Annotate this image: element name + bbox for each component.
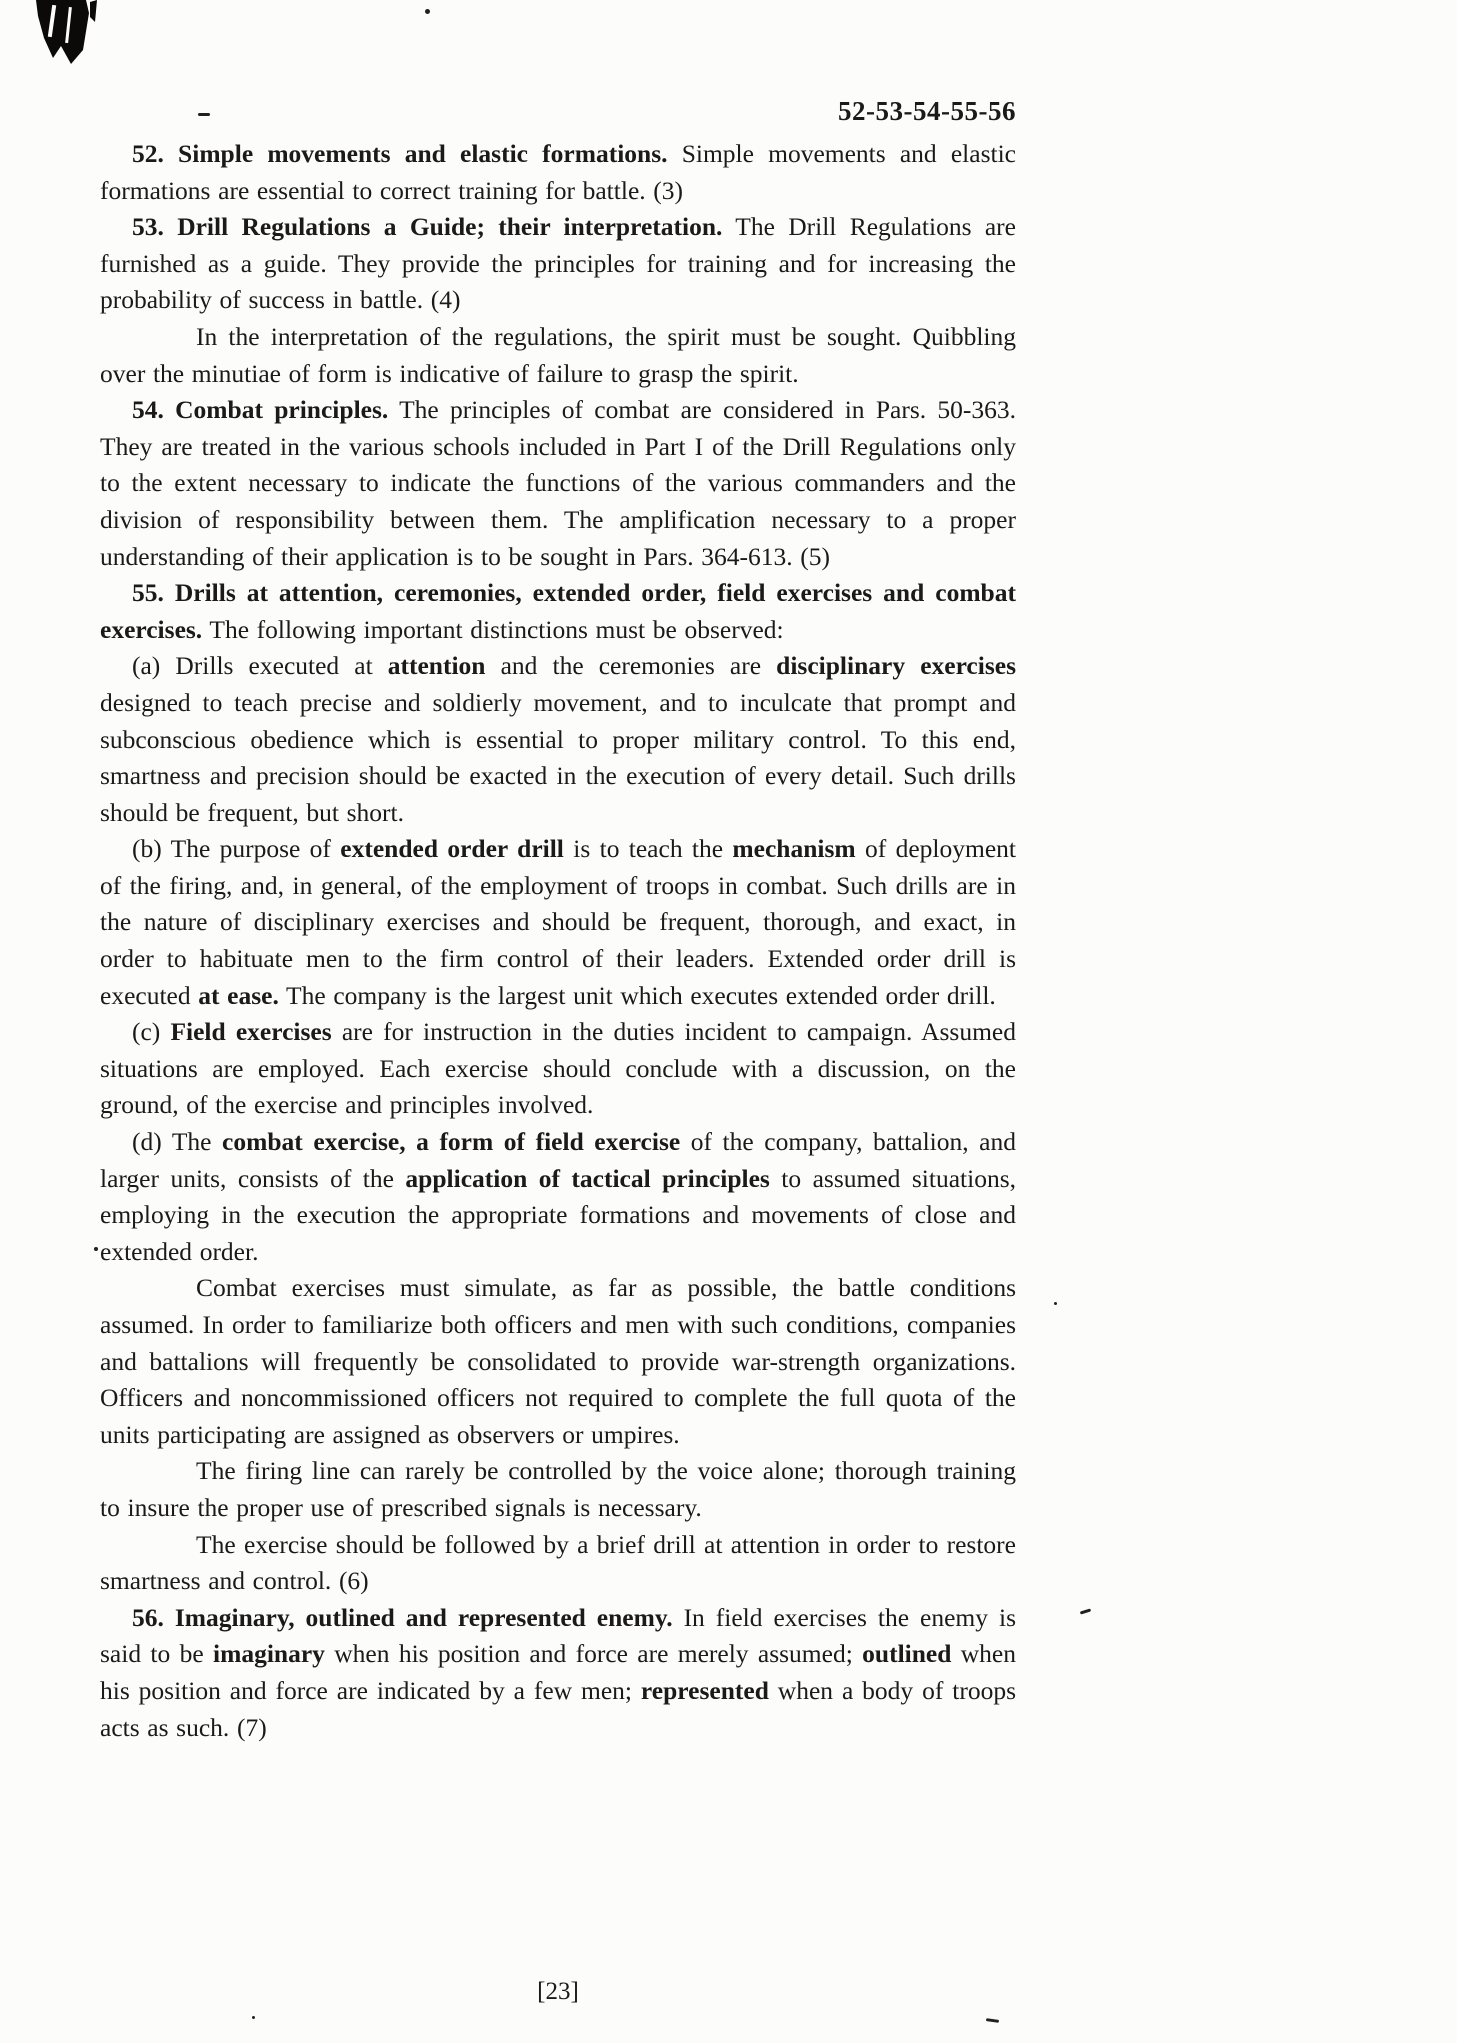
paragraph-55d [100, 1124, 1016, 1270]
scan-speck [252, 2016, 255, 2019]
bold-text-run: mechanism [732, 834, 856, 864]
paragraph-combat-exercises-note [100, 1270, 1016, 1453]
text-run: to assumed situations, employing in the execution the appropriate formations and movements of close and extended order. [100, 1163, 1016, 1266]
text-run: (a) Drills executed at [132, 651, 388, 681]
text-run: (c) [132, 1017, 171, 1047]
scan-speck [425, 9, 430, 14]
bold-text-run: application of tactical principles [405, 1163, 770, 1193]
text-run: The exercise should be followed by a brief drill at attention in order to restore smartness and control. (6) [100, 1529, 1016, 1596]
paragraph-55c [100, 1014, 1016, 1124]
bold-text-run: 54. Combat principles. [132, 395, 389, 425]
text-run: The Drill Regulations are furnished as a guide. They provide the principles for training and for increasing the probability of success in battle. (4) [100, 212, 1016, 315]
text-run: In the interpretation of the regulations, the spirit must be sought. Quibbling over the minutiae of form is indicative of failure to grasp the spirit. [100, 321, 1016, 388]
text-run: The principles of combat are considered in Pars. 50-363. They are treated in the various schools included in Part I of the Drill Regulations only to the extent necessary to indicate the functions of the various commanders and the division of responsibility between them. The amplification necessary to a proper understanding of their application is to be sought in Pars. 364-613. (5) [100, 395, 1016, 571]
bold-text-run: outlined [862, 1639, 952, 1669]
text-run: of the company, battalion, and larger units, consists of the [100, 1127, 1016, 1193]
text-run: (b) The purpose of [132, 834, 341, 864]
text-run: Combat exercises must simulate, as far as possible, the battle conditions assumed. In order to familiarize both officers and men with such conditions, companies and battalions will frequently be consolidated to provide war-strength organizations. Officers and noncommissioned officers not required to complete the full quota of the units participating are assigned as observers or umpires. [100, 1273, 1016, 1449]
text-run: Simple movements and elastic formations are essential to correct training for battle. (3) [100, 139, 1016, 205]
paragraph-exercise-note [100, 1527, 1016, 1600]
bold-text-run: combat exercise, a form of field exercise [222, 1127, 681, 1157]
bold-text-run: 56. Imaginary, outlined and represented enemy. [132, 1602, 673, 1632]
bold-text-run: attention [387, 651, 486, 681]
text-run: designed to teach precise and soldierly movement, and to inculcate that prompt and subconscious obedience which is essential to proper military control. To this end, smartness and precision should be exacted in the execution of every detail. Such drills should be frequent, but short. [100, 687, 1016, 827]
page-header-numbers: 52-53-54-55-56 [838, 96, 1016, 126]
text-run: when a body of troops acts as such. (7) [100, 1675, 1017, 1742]
bold-text-run: 52. Simple movements and elastic formations. [132, 139, 668, 168]
bold-text-run: 53. Drill Regulations a Guide; their interpretation. [132, 212, 723, 242]
text-run: and the ceremonies are [485, 651, 777, 681]
paragraph-55b [100, 831, 1016, 1014]
text-run: In field exercises the enemy is said to be [100, 1602, 1016, 1669]
bold-text-run: imaginary [213, 1639, 325, 1669]
paragraph-55 [100, 575, 1016, 648]
text-run: of deployment of the firing, and, in general, of the employment of troops in combat. Such drills are in the nature of disciplinary exercises and should be frequent, thorough, and exact, in order to habituate men to the firm control of their leaders. Extended order drill is executed [100, 834, 1016, 1010]
scan-speck [986, 2018, 999, 2023]
text-run: is to teach the [563, 834, 733, 864]
paragraph-firing-line-note [100, 1453, 1016, 1526]
scan-speck [94, 1247, 98, 1251]
text-run: are for instruction in the duties incident to campaign. Assumed situations are employed. Each exercise should conclude with a discussion, on the ground, of the exercise and principles involved. [100, 1017, 1016, 1120]
text-run: The following important distinctions must be observed: [202, 614, 784, 644]
paragraph-52 [100, 136, 1016, 209]
text-run: (d) The [132, 1127, 223, 1157]
paragraph-53-note [100, 319, 1016, 392]
document-body [100, 136, 1016, 1746]
bold-text-run: disciplinary exercises [776, 651, 1016, 681]
text-run: The firing line can rarely be controlled by the voice alone; thorough training to insure the proper use of prescribed signals is necessary. [100, 1456, 1016, 1522]
bold-text-run: extended order drill [340, 834, 564, 864]
scan-speck [1054, 1302, 1057, 1305]
paragraph-54 [100, 392, 1016, 575]
bold-text-run: Field exercises [170, 1017, 332, 1047]
bold-text-run: at ease. [198, 980, 279, 1010]
page-footer-number: [23] [537, 1978, 579, 2005]
ink-stamp-artifact [30, 0, 108, 70]
bold-text-run: 55. Drills at attention, ceremonies, extended order, field exercises and combat exercises. [100, 578, 1016, 644]
paragraph-55a [100, 648, 1016, 831]
bold-text-run: represented [640, 1675, 769, 1705]
text-run: when his position and force are indicated by a few men; [100, 1639, 1016, 1705]
text-run: when his position and force are merely assumed; [324, 1639, 863, 1669]
paragraph-53 [100, 209, 1016, 319]
scan-speck [1080, 1608, 1091, 1614]
paragraph-56 [100, 1600, 1016, 1746]
text-run: The company is the largest unit which executes extended order drill. [278, 980, 996, 1010]
